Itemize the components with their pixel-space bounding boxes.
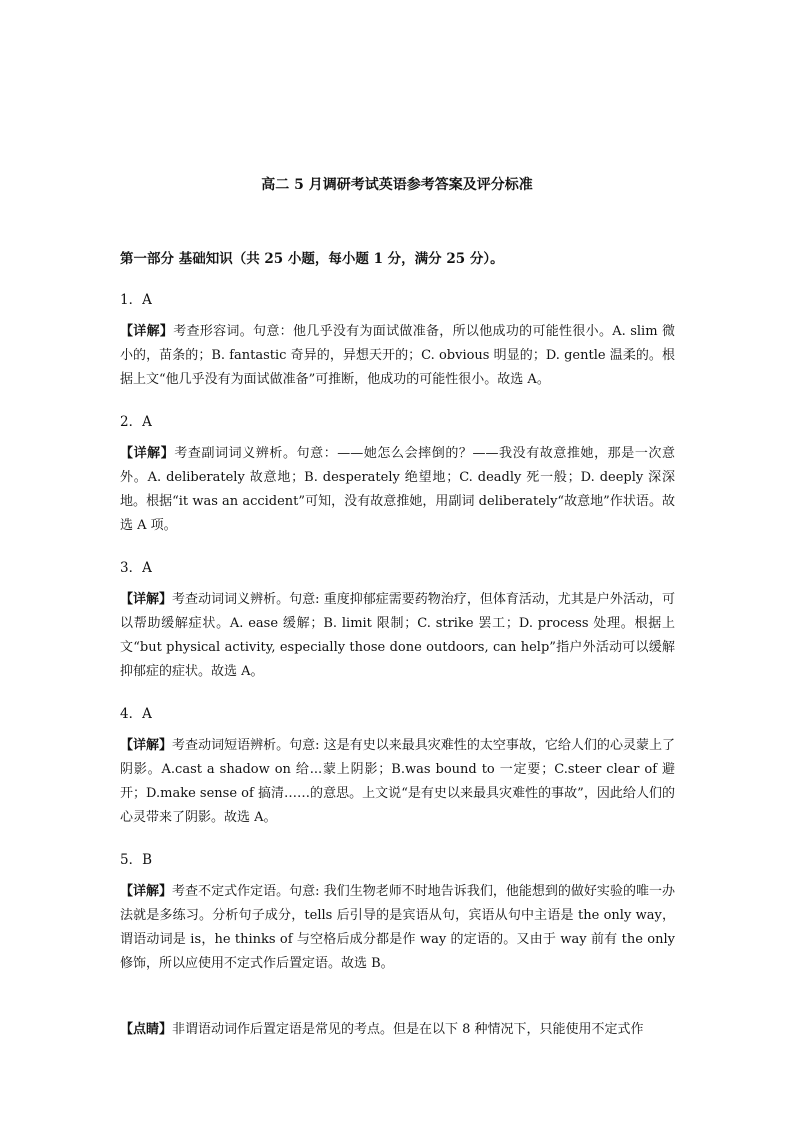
explanation-text: 考查副词词义辨析。句意：——她怎么会摔倒的？——我没有故意推她，那是一次意外。A. deliberately 故意地；B. desperately 绝望地；C. deadly 死一般；D. deeply 深深地。根据“it was an accident”可知，没有故意推她，用副词 deliberately“故意地”作状语。故选 A 项。 — [120, 446, 675, 533]
question-number: 4．A — [120, 706, 152, 722]
explanation-paragraph — [120, 734, 675, 830]
explanation-tag: 【详解】 — [120, 446, 175, 461]
explanation-text: 考查不定式作定语。句意: 我们生物老师不时地告诉我们，他能想到的做好实验的唯一办法就是多练习。分析句子成分，tells 后引导的是宾语从句，宾语从句中主语是 the only way，谓语动词是 is，he thinks of 与空格后成分都是作 way 的定语的。又由于 way 前有 the only 修饰，所以应使用不定式作后置定语。故选 B。 — [120, 884, 675, 971]
document-title: 高二 5 月调研考试英语参考答案及评分标准 — [261, 177, 533, 193]
explanation-tag: 【详解】 — [120, 738, 173, 753]
explanation-paragraph — [120, 588, 675, 684]
tip-paragraph — [120, 1018, 675, 1042]
question-number: 3．A — [120, 560, 152, 576]
explanation-tag: 【详解】 — [120, 324, 174, 339]
section-heading: 第一部分 基础知识（共 25 小题，每小题 1 分，满分 25 分）。 — [120, 251, 504, 267]
explanation-text: 考查动词短语辨析。句意: 这是有史以来最具灾难性的太空事故，它给人们的心灵蒙上了阴影。A.cast a shadow on 给...蒙上阴影；B.was bound to 一定要；C.steer clear of 避开；D.make sense of 搞清……的意思。上文说“是有史以来最具灾难性的事故”，因此给人们的心灵带来了阴影。故选 A。 — [120, 738, 675, 825]
explanation-tag: 【详解】 — [120, 592, 173, 607]
tip-text: 非谓语动词作后置定语是常见的考点。但是在以下 8 种情况下，只能使用不定式作 — [172, 1022, 644, 1037]
explanation-paragraph — [120, 320, 675, 392]
question-number: 1．A — [120, 292, 152, 308]
explanation-tag: 【详解】 — [120, 884, 173, 899]
explanation-text: 考查动词词义辨析。句意: 重度抑郁症需要药物治疗，但体育活动，尤其是户外活动，可以帮助缓解症状。A. ease 缓解；B. limit 限制；C. strike 罢工；D. process 处理。根据上文“but physical activity, especially those done outdoors, can help”指户外活动可以缓解抑郁症的症状。故选 A。 — [120, 592, 675, 679]
explanation-text: 考查形容词。句意：他几乎没有为面试做准备，所以他成功的可能性很小。A. slim 微小的，苗条的；B. fantastic 奇异的，异想天开的；C. obvious 明显的；D. gentle 温柔的。根据上文“他几乎没有为面试做准备”可推断，他成功的可能性很小。故选 A。 — [120, 324, 675, 387]
question-number: 5．B — [120, 852, 153, 868]
explanation-paragraph — [120, 442, 675, 538]
explanation-paragraph — [120, 880, 675, 976]
tip-tag: 【点睛】 — [120, 1022, 173, 1037]
question-number: 2．A — [120, 414, 152, 430]
